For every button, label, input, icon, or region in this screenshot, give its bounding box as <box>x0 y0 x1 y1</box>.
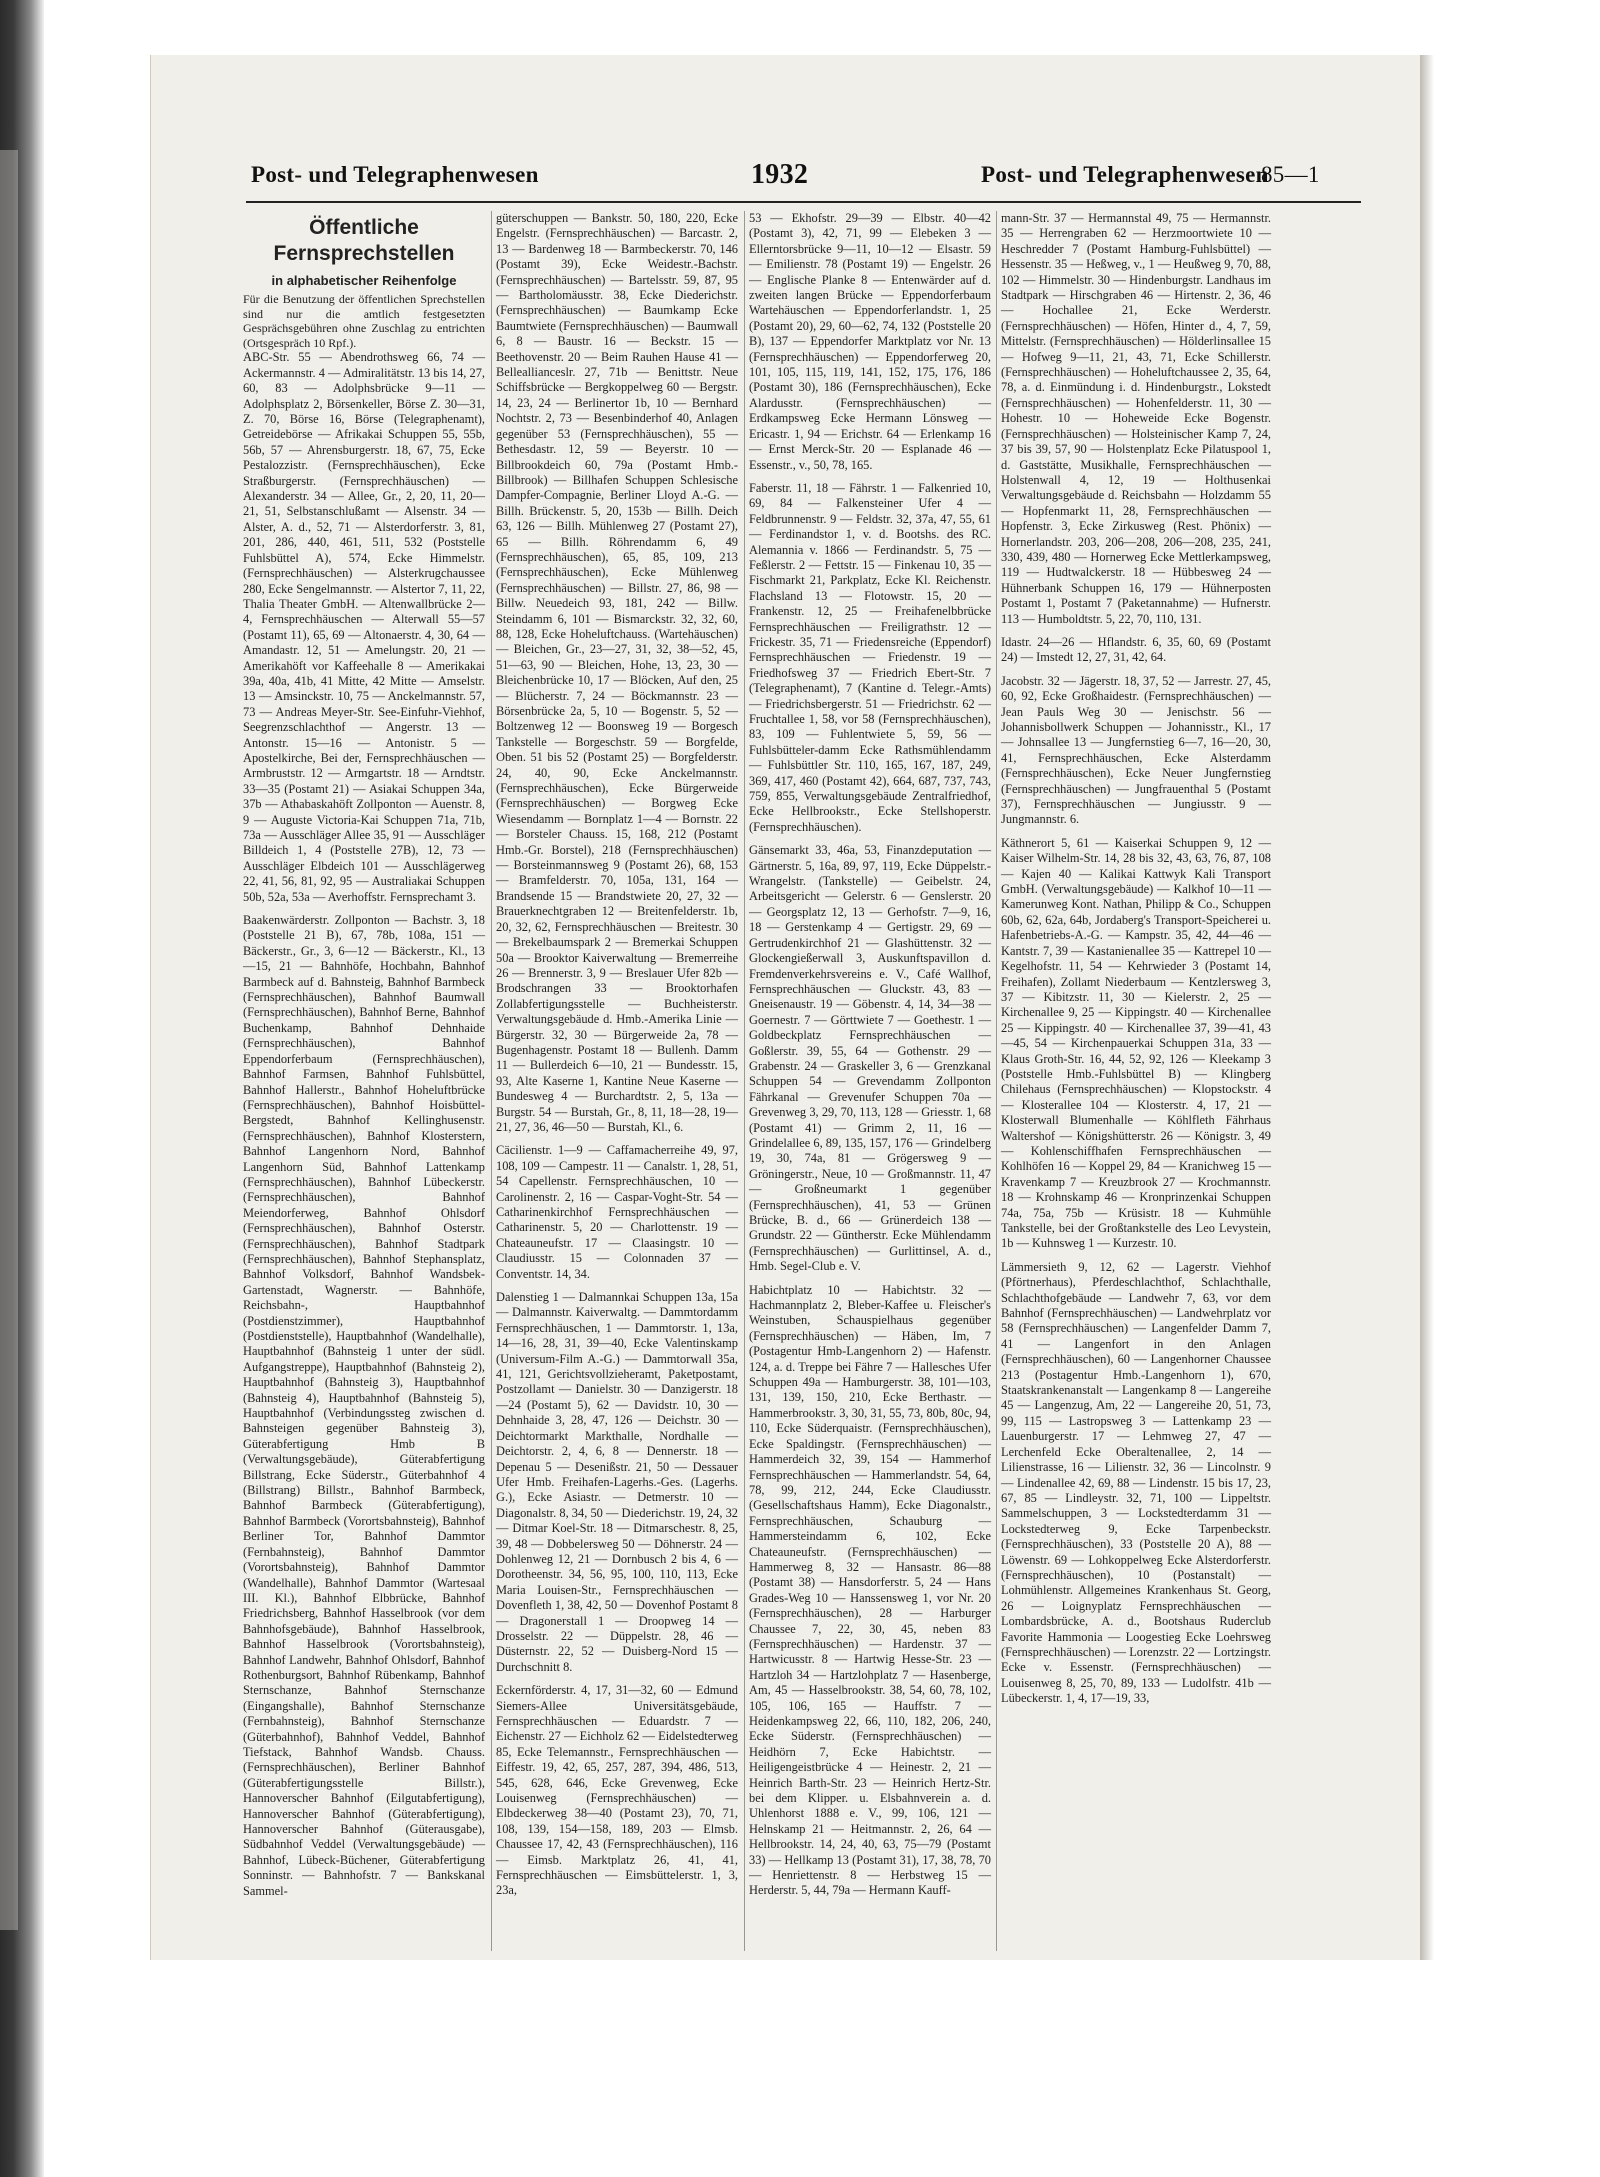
header-rule <box>246 201 1361 203</box>
entry-block-i: Idastr. 24—26 — Hflandstr. 6, 35, 60, 69 (Postamt 24) — Imstedt 12, 27, 31, 42, 64. <box>1001 634 1275 665</box>
column-2 <box>496 211 742 1951</box>
column-1 <box>243 211 489 1951</box>
entry-block-h: Habichtplatz 10 — Habichtstr. 32 — Hachmannplatz 2, Bleber-Kaffee u. Fleischer's Weinstuben, Schauspielhaus gegenüber (Fernsprechhäuschen) — Häben, Im, 7 (Postagentur Hmb-Langenhorn 2) — Hafenstr. 124, a. d. Treppe bei Fähre 7 — Hallesches Ufer Schuppen 49a — Hamburgerstr. 38, 101—103, 131, 139, 150, 210, Ecke Berthastr. — Hammerbrookstr. 3, 30, 31, 55, 73, 80b, 80c, 94, 110, Ecke Süderquaistr. (Fernsprechhäuschen), Ecke Spaldingstr. (Fernsprechhäuschen) — Hammerdeich 32, 39, 154 — Hammerhof Fernsprechhäuschen — Hammerlandstr. 54, 64, 78, 99, 212, 244, Ecke Claudiusstr. (Gesellschaftshaus Hamm), Ecke Diagonalstr., Fernsprechhäuschen, Schauburg — Hammersteindamm 6, 102, Ecke Chateauneufstr. (Fernsprechhäuschen) — Hammerweg 8, 32 — Hansastr. 86—88 (Postamt 38) — Hansdorferstr. 5, 24 — Hans Grades-Weg 10 — Hanssensweg 1, vor Nr. 20 (Fernsprechhäuschen), 28 — Harburger Chaussee 7, 22, 30, 45, neben 83 (Fernsprechhäuschen) — Hardenstr. 37 — Hartwicusstr. 8 — Hartwig Hesse-Str. 23 — Hartzloh 34 — Hartzlohplatz 7 — Hasenberge, Am, 45 — Hasselbrookstr. 38, 54, 60, 78, 102, 105, 106, 165 — Hauffstr. 7 — Heidenkampsweg 22, 66, 110, 182, 206, 240, Ecke Süderstr. (Fernsprechhäuschen) — Heidhörn 7, Ecke Habichtstr. — Heiligengeistbrücke 4 — Heinestr. 2, 21 — Heinrich Barth-Str. 23 — Heinrich Hertz-Str. bei dem Klipper. u. Elsbahnverein a. d. Uhlenhorst 1888 e. V., 99, 106, 121 — Helnskamp 21 — Heitmannstr. 2, 26, 64 — Hellbrookstr. 14, 24, 40, 63, 75—79 (Postamt 33) — Hellkamp 13 (Postamt 31), 17, 38, 78, 70 — Henriettenstr. 8 — Herbstweg 15 — Herderstr. 5, 44, 79a — Hermann Kauff- <box>749 1282 995 1898</box>
page-header <box>231 159 1361 202</box>
entry-block-l: Lämmersieth 9, 12, 62 — Lagerstr. Viehhof (Pförtnerhaus), Pferdeschlachthof, Schlachthalle, Schlachthofgebäude — Landwehr 7, 63, vor dem Bahnhof (Fernsprechhäuschen) — Landwehrplatz vor 58 (Fernsprechhäuschen) — Langenfelder Damm 7, 41 — Langenfort in den Anlagen (Fernsprechhäuschen), 60 — Langenhorner Chaussee 213 (Postagentur Hmb.-Langenhorn 1), 670, Staatskrankenanstalt — Langenkamp 8 — Langereihe 45 — Langenzug, Am, 22 — Langereihe 20, 51, 73, 99, 115 — Lastropsweg 3 — Lattenkamp 23 — Lauenburgerstr. 17 — Lehmweg 27, 47 — Lerchenfeld Ecke Oberaltenallee, 2, 14 — Lilienstrasse, 16 — Lilienstr. 32, 36 — Lincolnstr. 9 — Lindenallee 42, 69, 88 — Lindenstr. 15 bis 17, 23, 67, 85 — Lindleystr. 32, 71, 100 — Lippeltstr. Sammelschuppen, 3 — Lockstedterdamm 31 — Lockstedterweg 9, Ecke Tarpenbeckstr. (Fernsprechhäuschen), 33 (Poststelle 20 A), 88 — Löwenstr. 69 — Lohkoppelweg Ecke Alsterdorferstr. (Fernsprechhäuschen), 10 (Postanstalt) — Lohmühlenstr. Allgemeines Krankenhaus St. Georg, 26 — Loignyplatz Fernsprechhäuschen — Lombardsbrücke, A. d., Bootshaus Ruderclub Favorite Hammonia — Loogestieg Ecke Loehrsweg (Fernsprechhäuschen) — Lorenzstr. 22 — Lortzingstr. Ecke v. Essenstr. (Fernsprechhäuschen) — Louisenweg 8, 25, 70, 89, 133 — Ludolfstr. 41b — Lübeckerstr. 1, 4, 17—19, 33, <box>1001 1259 1275 1706</box>
entry-block-a: ABC-Str. 55 — Abendrothsweg 66, 74 — Ackermannstr. 4 — Admiralitätstr. 13 bis 14, 27, 60, 83 — Adolphsbrücke 9—11 — Adolphsplatz 2, Börsenkeller, Börse Z. 30—31, Z. 70, Börse 16, Börse (Telegraphenamt), Getreidebörse — Afrikakai Schuppen 55, 55b, 56b, 57 — Ahrensburgerstr. 18, 67, 75, Ecke Pestalozzistr. (Fernsprechhäuschen), Ecke Straßburgerstr. (Fernsprechhäuschen) — Alexanderstr. 34 — Allee, Gr., 2, 20, 11, 20—21, 51, Selbstanschlußamt — Alsenstr. 34 — Alster, A. d., 52, 71 — Alsterdorferstr. 3, 81, 201, 286, 440, 461, 511, 532 (Poststelle Fuhlsbüttel A), 574, Ecke Himmelstr. (Fernsprechhäuschen) — Alsterkrugchaussee 280, Ecke Sengelmannstr. — Alstertor 7, 11, 22, Thalia Theater GmbH. — Altenwallbrücke 2—4, Fernsprechhäuschen — Alterwall 55—57 (Postamt 11), 65, 69 — Altonaerstr. 4, 30, 64 — Amandastr. 12, 51 — Amelungstr. 20, 21 — Amerikahöft vor Kaffeehalle 8 — Amerikakai 39a, 40a, 41b, 41 Mitte, 42 Mitte — Amselstr. 13 — Amsinckstr. 10, 75 — Anckelmannstr. 57, 73 — Andreas Meyer-Str. See-Einfuhr-Viehhof, Seegrenzschlachthof — Angerstr. 13 — Antonstr. 15—16 — Antonistr. 5 — Apostelkirche, Bei der, Fernsprechhäuschen — Armbruststr. 12 — Armgartstr. 18 — Arndtstr. 33—35 (Postamt 21) — Asiakai Schuppen 34a, 37b — Athabaskahöft Zollponton — Auenstr. 8, 9 — Auguste Victoria-Kai Schuppen 71a, 71b, 73a — Ausschläger Allee 35, 91 — Ausschläger Billdeich 1, 4 (Poststelle 27B), 12, 73 — Ausschläger Elbdeich 101 — Ausschlägerweg 22, 41, 56, 81, 92, 95 — Australiakai Schuppen 50b, 52a, 53a — Averhoffstr. Fernsprechamt 3. <box>243 350 489 904</box>
column-divider <box>744 211 745 1951</box>
section-title-line1: Öffentliche <box>309 216 419 239</box>
section-intro: Für die Benutzung der öffentlichen Sprechstellen sind nur die amtlich festgesetzten Gesprächsgebühren ohne Zuschlag zu entrichten (Ortsgespräch 10 Rpf.). <box>243 292 488 350</box>
page-number: 85—1 <box>1261 162 1320 187</box>
year-heading: 1932 <box>751 159 809 190</box>
entry-block-c: Cäcilienstr. 1—9 — Caffamacherreihe 49, 97, 108, 109 — Campestr. 11 — Canalstr. 1, 28, 51, 54 Capellenstr. Fernsprechhäuschen, 10 — Carolinenstr. 2, 16 — Caspar-Voght-Str. 54 — Catharinenkirchhof Fernsprechhäuschen — Catharinenstr. 5, 20 — Charlottenstr. 19 — Chateauneufstr. 17 — Claasingstr. 10 — Claudiusstr. 15 — Colonnaden 37 — Conventstr. 14, 34. <box>496 1143 742 1281</box>
facing-page-edge <box>0 150 18 1930</box>
directory-page <box>150 55 1421 1960</box>
entry-block-e: Eckernförderstr. 4, 17, 31—32, 60 — Edmund Siemers-Allee Universitätsgebäude, Fernsprechhäuschen — Eduardstr. 7 — Eichenstr. 27 — Eichholz 62 — Eidelstedterweg 85, Ecke Telemannstr., Fernsprechhäuschen — Eiffestr. 19, 42, 65, 257, 287, 394, 486, 513, 545, 628, 646, Ecke Grevenweg, Ecke Louisenweg (Fernsprechhäuschen) — Elbdeckerweg 38—40 (Postamt 23), 70, 71, 108, 139, 154—158, 189, 203 — Elmsb. Chaussee 17, 42, 43 (Fernsprechhäuschen), 116 — Eimsb. Marktplatz 26, 41, 41, Fernsprechhäuschen — Eimsbüttelerstr. 1, 3, 23a, <box>496 1683 742 1898</box>
page-edge-shadow <box>1420 55 1434 1960</box>
entry-block-k: Käthnerort 5, 61 — Kaiserkai Schuppen 9, 12 — Kaiser Wilhelm-Str. 14, 28 bis 32, 43, 63, 76, 87, 108 — Kajen 40 — Kalikai Kattwyk Kali Transport GmbH. (Verwaltungsgebäude) — Kalkhof 10—11 — Kamerunweg Kont. Nathan, Philipp & Co., Schuppen 60b, 62, 62a, 64b, Jordaberg's Transport-Speicherei u. Hafenbetriebs-A.-G. — Kampstr. 35, 42, 44—46 — Kantstr. 7, 39 — Kastanienallee 35 — Kattrepel 10 — Kegelhofstr. 11, 54 — Kehrwieder 3 (Postamt 14, Freihafen), Zollamt Niederbaum — Kentzlersweg 3, 37 — Kibitzstr. 11, 30 — Kielerstr. 2, 25 — Kirchenallee 9, 25 — Kippingstr. 40 — Kirchenallee 25 — Kippingstr. 40 — Kirchenallee 37, 39—41, 43—45, 54 — Kirchenpauerkai Schuppen 31a, 33 — Klaus Groth-Str. 16, 44, 52, 92, 126 — Kleekamp 3 (Poststelle Hmb.-Fuhlsbüttel B) — Klingberg Chilehaus (Fernsprechhäuschen) — Klopstockstr. 4 — Klosterallee 104 — Klosterstr. 4, 17, 21 — Klosterwall Blumenhalle — Köhlfleth Fährhaus Waltershof — Königshütterstr. 26 — Königstr. 3, 49 — Kohlenschiffhafen Fernsprechhäuschen — Kohlhöfen 16 — Koppel 29, 84 — Kranichweg 15 — Kravenkamp 7 — Kreuzbrook 27 — Krochmannstr. 18 — Krohnskamp 46 — Kronprinzenkai Schuppen 74a, 75a, 75b — Krüsistr. 18 — Kuhmühle Tankstelle, bei der Großtankstelle des Leo Levystein, 1b — Kuhnsweg 1 — Kurzestr. 10. <box>1001 835 1275 1251</box>
running-title-left: Post- und Telegraphenwesen <box>251 162 539 187</box>
entry-block-b: Baakenwärderstr. Zollponton — Bachstr. 3, 18 (Poststelle 21 B), 67, 78b, 108a, 151 — Bäckerstr., Gr., 3, 6—12 — Bäckerstr., Kl., 13—15, 21 — Bahnhöfe, Hochbahn, Bahnhof Barmbeck auf d. Bahnsteig, Bahnhof Barmbeck (Fernsprechhäuschen), Bahnhof Baumwall (Fernsprechhäuschen), Bahnhof Berne, Bahnhof Buchenkamp, Bahnhof Dehnhaide (Fernsprechhäuschen), Bahnhof Eppendorferbaum (Fernsprechhäuschen), Bahnhof Farmsen, Bahnhof Fuhlsbüttel, Bahnhof Hallerstr., Bahnhof Hoheluftbrücke (Fernsprechhäuschen), Bahnhof Hoisbüttel-Bergstedt, Bahnhof Kellinghusenstr. (Fernsprechhäuschen), Bahnhof Klosterstern, Bahnhof Langenhorn Nord, Bahnhof Langenhorn Süd, Bahnhof Lattenkamp (Fernsprechhäuschen), Bahnhof Lübeckerstr. (Fernsprechhäuschen), Bahnhof Meiendorferweg, Bahnhof Ohlsdorf (Fernsprechhäuschen), Bahnhof Osterstr. (Fernsprechhäuschen), Bahnhof Stadtpark (Fernsprechhäuschen), Bahnhof Stephansplatz, Bahnhof Volksdorf, Bahnhof Wandsbek-Gartenstadt, Wagnerstr. — Bahnhöfe, Reichsbahn-, Hauptbahnhof (Postdienstzimmer), Hauptbahnhof (Postdienststelle), Hauptbahnhof (Wandelhalle), Hauptbahnhof (Bahnsteig 1 unter der südl. Aufgangstreppe), Hauptbahnhof (Bahnsteig 2), Hauptbahnhof (Bahnsteig 3), Hauptbahnhof (Bahnsteig 4), Hauptbahnhof (Bahnsteig 5), Hauptbahnhof (Verbindungssteg zwischen d. Bahnsteigen gegenüber Bahnsteig 3), Güterabfertigung Hmb B (Verwaltungsgebäude), Güterabfertigung Billstrang, Ecke Süderstr., Güterbahnhof 4 (Billstrang) Billstr., Bahnhof Barmbeck, Bahnhof Barmbeck (Güterabfertigung), Bahnhof Barmbeck (Vorortsbahnsteig), Bahnhof Berliner Tor, Bahnhof Dammtor (Fernbahnsteig), Bahnhof Dammtor (Vorortsbahnsteig), Bahnhof Dammtor (Wandelhalle), Bahnhof Dammtor (Wartesaal III. Kl.), Bahnhof Elbbrücke, Bahnhof Friedrichsberg, Bahnhof Hasselbrook (vor dem Bahnhofsgebäude), Bahnhof Hasselbrook, Bahnhof Hasselbrook (Vorortsbahnsteig), Bahnhof Landwehr, Bahnhof Ohlsdorf, Bahnhof Rothenburgsort, Bahnhof Rübenkamp, Bahnhof Sternschanze, Bahnhof Sternschanze (Eingangshalle), Bahnhof Sternschanze (Fernbahnsteig), Bahnhof Sternschanze (Güterbahnhof), Bahnhof Veddel, Bahnhof Tiefstack, Bahnhof Wandsb. Chauss. (Fernsprechhäuschen), Berliner Bahnhof (Güterabfertigungsstelle Billstr.), Hannoverscher Bahnhof (Eilgutabfertigung), Hannoverscher Bahnhof (Güterabfertigung), Hannoverscher Bahnhof (Güterausgabe), Südbahnhof Veddel (Verwaltungsgebäude) — Bahnhof, Lübeck-Büchener, Güterabfertigung Sonninstr. — Bahnhofstr. 7 — Bankskanal Sammel- <box>243 913 489 1898</box>
entry-block-j: Jacobstr. 32 — Jägerstr. 18, 37, 52 — Jarrestr. 27, 45, 60, 92, Ecke Großhaidestr. (Fernsprechhäuschen) — Jean Pauls Weg 30 — Jenischstr. 56 — Johannisbollwerk Schuppen — Johannisstr., Kl., 17 — Johnsallee 13 — Jungfernstieg 6—7, 16—20, 30, 41, Fernsprechhäuschen, Ecke Alsterdamm (Fernsprechhäuschen), Ecke Neuer Jungfernstieg (Fernsprechhäuschen) — Jungfrauenthal 5 (Postamt 37), Fernsprechhäuschen — Jungiusstr. 9 — Jungmannstr. 6. <box>1001 673 1275 827</box>
entry-block-e-cont: 53 — Ekhofstr. 29—39 — Elbstr. 40—42 (Postamt 3), 42, 71, 99 — Elebeken 3 — Ellerntorsbrücke 9—11, 10—12 — Elsastr. 59 — Emilienstr. 78 (Postamt 19) — Engelstr. 26 — Englische Planke 8 — Entenwärder auf d. zweiten langen Brücke — Eppendorferbaum Wartehäuschen — Eppendorferlandstr. 1, 25 (Postamt 20), 29, 60—62, 74, 132 (Poststelle 20 B), 137 — Eppendorfer Marktplatz vor Nr. 13 (Fernsprechhäuschen) — Eppendorferweg 20, 101, 105, 115, 119, 141, 152, 175, 176, 186 (Postamt 30), 186 (Fernsprechhäuschen), Ecke Alardusstr. (Fernsprechhäuschen) — Erdkampsweg Ecke Hermann Lönsweg — Ericastr. 1, 94 — Erichstr. 64 — Erlenkamp 16 — Ernst Merck-Str. 20 — Esplanade 46 — Essenstr., v., 50, 78, 165. <box>749 211 995 472</box>
running-title-right: Post- und Telegraphenwesen <box>981 162 1269 187</box>
entry-block-h-cont: mann-Str. 37 — Hermannstal 49, 75 — Hermannstr. 35 — Herrengraben 62 — Herzmoortwiete 10 — Heschredder 7 (Postamt Hamburg-Fuhlsbüttel) — Hessenstr. 35 — Heßweg, v., 1 — Heußweg 9, 70, 88, 102 — Himmelstr. 30 — Hindenburgstr. Landhaus im Stadtpark — Hirschgraben 46 — Hirtenstr. 2, 36, 46 — Hochallee 21, Ecke Werderstr. (Fernsprechhäuschen) — Höfen, Hinter d., 4, 7, 59, Mittelstr. (Fernsprechhäuschen) — Hölderlinsallee 15 — Hofweg 9—11, 21, 43, 71, Ecke Schillerstr. (Fernsprechhäuschen) — Hoheluftchaussee 2, 35, 64, 78, a. d. Einmündung i. d. Hindenburgstr., Lokstedt (Fernsprechhäuschen) — Hohenfelderstr. 11, 30 — Hohestr. 10 — Hoheweide Ecke Bogenstr. (Fernsprechhäuschen) — Holsteinischer Kamp 7, 24, 37 bis 39, 57, 90 — Holstenplatz Ecke Pilatuspool 1, d. Gaststätte, Musikhalle, Fernsprechhäuschen — Holstenwall 4, 12, 19 — Holthusenkai Verwaltungsgebäude d. Reichsbahn — Holzdamm 55 — Hopfenmarkt 11, 28, Fernsprechhäuschen — Hopfenstr. 3, Ecke Zirkusweg (Rest. Phönix) — Hornerlandstr. 203, 206—208, 206—208, 235, 241, 330, 439, 480 — Hornerweg Ecke Mettlerkampsweg, 119 — Hudtwalckerstr. 18 — Hübbesweg 24 — Hühnerbank Schuppen 16, 179 — Hühnerposten Postamt 1, Postamt 7 (Paketannahme) — Hufnerstr. 113 — Humboldtstr. 5, 22, 70, 110, 131. <box>1001 211 1275 626</box>
entry-block-b-cont: güterschuppen — Bankstr. 50, 180, 220, Ecke Engelstr. (Fernsprechhäuschen) — Barcastr. 2, 13 — Bardenweg 18 — Barmbeckerstr. 70, 146 (Postamt 39), Ecke Weidestr.-Bachstr. (Fernsprechhäuschen) — Bartelsstr. 59, 87, 95 — Bartholomäusstr. 38, Ecke Diederichstr. (Fernsprechhäuschen) — Baumkamp Ecke Baumtwiete (Fernsprechhäuschen) — Baumwall 6, 8 — Baustr. 16 — Beckstr. 15 — Beethovenstr. 20 — Beim Rauhen Hause 41 — Belleallianceslr. 27, 71b — Benittstr. Neue Schiffsbrücke — Bergkoppelweg 60 — Bergstr. 14, 23, 24 — Berlinertor 1b, 10 — Bernhard Nochtstr. 2, 73 — Besenbinderhof 40, Anlagen gegenüber 53 (Fernsprechhäuschen), 55 — Bethesdastr. 12, 59 — Beyerstr. 10 — Billbrookdeich 60, 79a (Postamt Hmb.-Billbrook) — Billhafen Schuppen Schlesische Dampfer-Compagnie, Berliner Lloyd A.-G. — Billh. Brückenstr. 5, 20, 153b — Billh. Deich 63, 126 — Billh. Mühlenweg 27 (Postamt 27), 65 — Billh. Röhrendamm 6, 49 (Fernsprechhäuschen), 65, 85, 109, 213 (Fernsprechhäuschen), Ecke Mühlenweg (Fernsprechhäuschen) — Billstr. 27, 86, 98 — Billw. Neuedeich 93, 181, 242 — Billw. Steindamm 6, 101 — Bismarckstr. 32, 32, 60, 88, 128, Ecke Hoheluftchauss. (Wartehäuschen) — Bleichen, Gr., 23—27, 31, 32, 38—52, 45, 51—63, 90 — Bleichen, Hohe, 13, 23, 30 — Bleichenbrücke 10, 17 — Blöcken, Auf den, 25 — Blücherstr. 7, 24 — Böckmannstr. 23 — Börsenbrücke 2a, 5, 10 — Bogenstr. 5, 52 — Boltzenweg 12 — Boonsweg 19 — Borgesch Tankstelle — Borgeschstr. 59 — Borgfelde, Oben. 51 bis 52 (Postamt 25) — Borgfelderstr. 24, 40, 90, Ecke Anckelmannstr. (Fernsprechhäuschen), Ecke Bürgerweide (Fernsprechhäuschen) — Borgweg Ecke Wiesendamm — Bornplatz 1—4 — Bornstr. 22 — Borsteler Chauss. 15, 168, 212 (Postamt Hmb.-Gr. Borstel), 218 (Fernsprechhäuschen) — Borsteinmannsweg 9 (Postamt 26), 68, 153 — Bramfelderstr. 70, 105a, 131, 164 — Brandsende 15 — Brandstwiete 20, 27, 32 — Brauerknechtgraben 12 — Breitenfelderstr. 1b, 20, 32, 62, Fernsprechhäuschen — Breitestr. 30 — Brekelbaumspark 2 — Bremerkai Schuppen 50a — Brooktor Kaiverwaltung — Bremerreihe 26 — Brennerstr. 3, 9 — Breslauer Ufer 82b — Brodschrangen 33 — Brooktorhafen Zollabfertigungsstelle — Buchheisterstr. Verwaltungsgebäude d. Hmb.-Amerika Linie — Bürgerstr. 32, 30 — Bürgerweide 2a, 78 — Bugenhagenstr. Postamt 18 — Bullenh. Damm 11 — Bullerdeich 6—10, 21 — Bundesstr. 15, 93, Alte Kaserne 1, Kantine Neue Kaserne — Bundesweg 4 — Burchardtstr. 2, 5, 13a — Burgstr. 54 — Burstah, Gr., 8, 11, 18—28, 19—21, 27, 36, 46—50 — Burstah, Kl., 6. <box>496 211 742 1134</box>
section-subtitle: in alphabetischer Reihenfolge <box>271 273 457 288</box>
entry-block-f: Faberstr. 11, 18 — Fährstr. 1 — Falkenried 10, 69, 84 — Falkensteiner Ufer 4 — Feldbrunnenstr. 9 — Feldstr. 32, 37a, 47, 55, 61 — Ferdinandstor 1, v. d. Bootshs. des RC. Alemannia v. 1866 — Ferdinandstr. 5, 75 — Feßlerstr. 2 — Fettstr. 15 — Finkenau 10, 35 — Fischmarkt 21, Parkplatz, Ecke Kl. Reichenstr. Flachsland 13 — Flotowstr. 15, 20 — Frankenstr. 12, 25 — Freihafenelbbrücke Fernsprechhäuschen — Freiligrathstr. 12 — Frickestr. 35, 71 — Friedensreiche (Eppendorf) Fernsprechhäuschen — Friedenstr. 19 — Friedhofsweg 37 — Friedrich Ebert-Str. 7 (Telegraphenamt), 7 (Kantine d. Telegr.-Amts) — Friedrichsbergerstr. 51 — Friedrichstr. 62 — Fruchtallee 1, 58, vor 58 (Fernsprechhäuschen), 83, 109 — Fuhlentwiete 5, 59, 56 — Fuhlsbütteler-damm Ecke Rathsmühlendamm — Fuhlsbüttler Str. 110, 165, 167, 187, 249, 369, 417, 460 (Postamt 42), 664, 687, 737, 743, 759, 855, Verwaltungsgebäude Zentralfriedhof, Ecke Hellbrookstr., Ecke Stellshoperstr. (Fernsprechhäuschen). <box>749 480 995 834</box>
column-divider <box>996 211 997 1951</box>
column-3 <box>749 211 995 1951</box>
column-4 <box>1001 211 1275 1951</box>
entry-block-g: Gänsemarkt 33, 46a, 53, Finanzdeputation — Gärtnerstr. 5, 16a, 89, 97, 119, Ecke Düppelstr.-Wrangelstr. (Tankstelle) — Geibelstr. 24, Arbeitsgericht — Gelerstr. 6 — Genslerstr. 20 — Georgsplatz 12, 13 — Gerhofstr. 7—9, 16, 18 — Gerstenkamp 4 — Gertigstr. 29, 69 — Gertrudenkirchhof 21 — Glashüttenstr. 32 — Glockengießerwall 3, Auskunftspavillon d. Fremdenverkehrsvereins e. V., Café Wallhof, Fernsprechhäuschen — Gluckstr. 43, 83 — Gneisenaustr. 19 — Göbenstr. 4, 14, 34—38 — Goernestr. 7 — Görttwiete 7 — Goethestr. 1 — Goldbeckplatz Fernsprechhäuschen — Goßlerstr. 39, 55, 64 — Gothenstr. 29 — Grabenstr. 24 — Graskeller 3, 6 — Grenzkanal Schuppen 54 — Grevendamm Zollponton Fährkanal — Grevenufer Schuppen 70a — Grevenweg 3, 29, 70, 113, 128 — Griesstr. 1, 68 (Postamt 41) — Grimm 2, 11, 16 — Grindelallee 6, 89, 135, 157, 176 — Grindelberg 19, 30, 74a, 81 — Grögersweg 9 — Gröningerstr., Neue, 10 — Großmannstr. 11, 47 — Großneumarkt 1 gegenüber (Fernsprechhäuschen), 41, 53 — Grünen Brücke, B. d., 66 — Grünerdeich 138 — Grundstr. 22 — Güntherstr. Ecke Mühlendamm (Fernsprechhäuschen) — Gurlittinsel, A. d., Hmb. Segel-Club e. V. <box>749 843 995 1274</box>
entry-block-d: Dalenstieg 1 — Dalmannkai Schuppen 13a, 15a — Dalmannstr. Kaiverwaltg. — Dammtordamm Fernsprechhäuschen, 1 — Dammtorstr. 1, 13a, 14—16, 28, 31, 39—40, Ecke Valentinskamp (Universum-Film A.-G.) — Dammtorwall 35a, 41, 121, Gerichtsvollzieheramt, Paketpostamt, Postzollamt — Danielstr. 30 — Danzigerstr. 18—24 (Postamt 5), 62 — Davidstr. 10, 30 — Dehnhaide 3, 28, 47, 126 — Deichstr. 30 — Deichtormarkt Markthalle, Nordhalle — Deichtorstr. 2, 4, 6, 8 — Dennerstr. 18 — Depenau 5 — Desenißstr. 21, 50 — Dessauer Ufer Hmb. Freihafen-Lagerhs.-Ges. (Lagerhs. G.), Ecke Asiastr. — Detmerstr. 10 — Diagonalstr. 8, 34, 50 — Diederichstr. 19, 24, 32 — Ditmar Koel-Str. 18 — Ditmarschestr. 8, 25, 39, 48 — Dobbelersweg 50 — Döhnerstr. 24 — Dohlenweg 12, 21 — Dornbusch 2 bis 4, 6 — Dorotheenstr. 34, 56, 95, 100, 110, 113, Ecke Maria Louisen-Str., Fernsprechhäuschen — Dovenfleth 1, 38, 42, 50 — Dovenhof Postamt 8 — Dragonerstall 1 — Droopweg 14 — Drosselstr. 22 — Düppelstr. 28, 46 — Düsternstr. 22, 52 — Duisberg-Nord 15 — Durchschnitt 8. <box>496 1290 742 1674</box>
column-divider <box>491 211 492 1951</box>
section-title-line2: Fernsprechstellen <box>273 242 455 265</box>
